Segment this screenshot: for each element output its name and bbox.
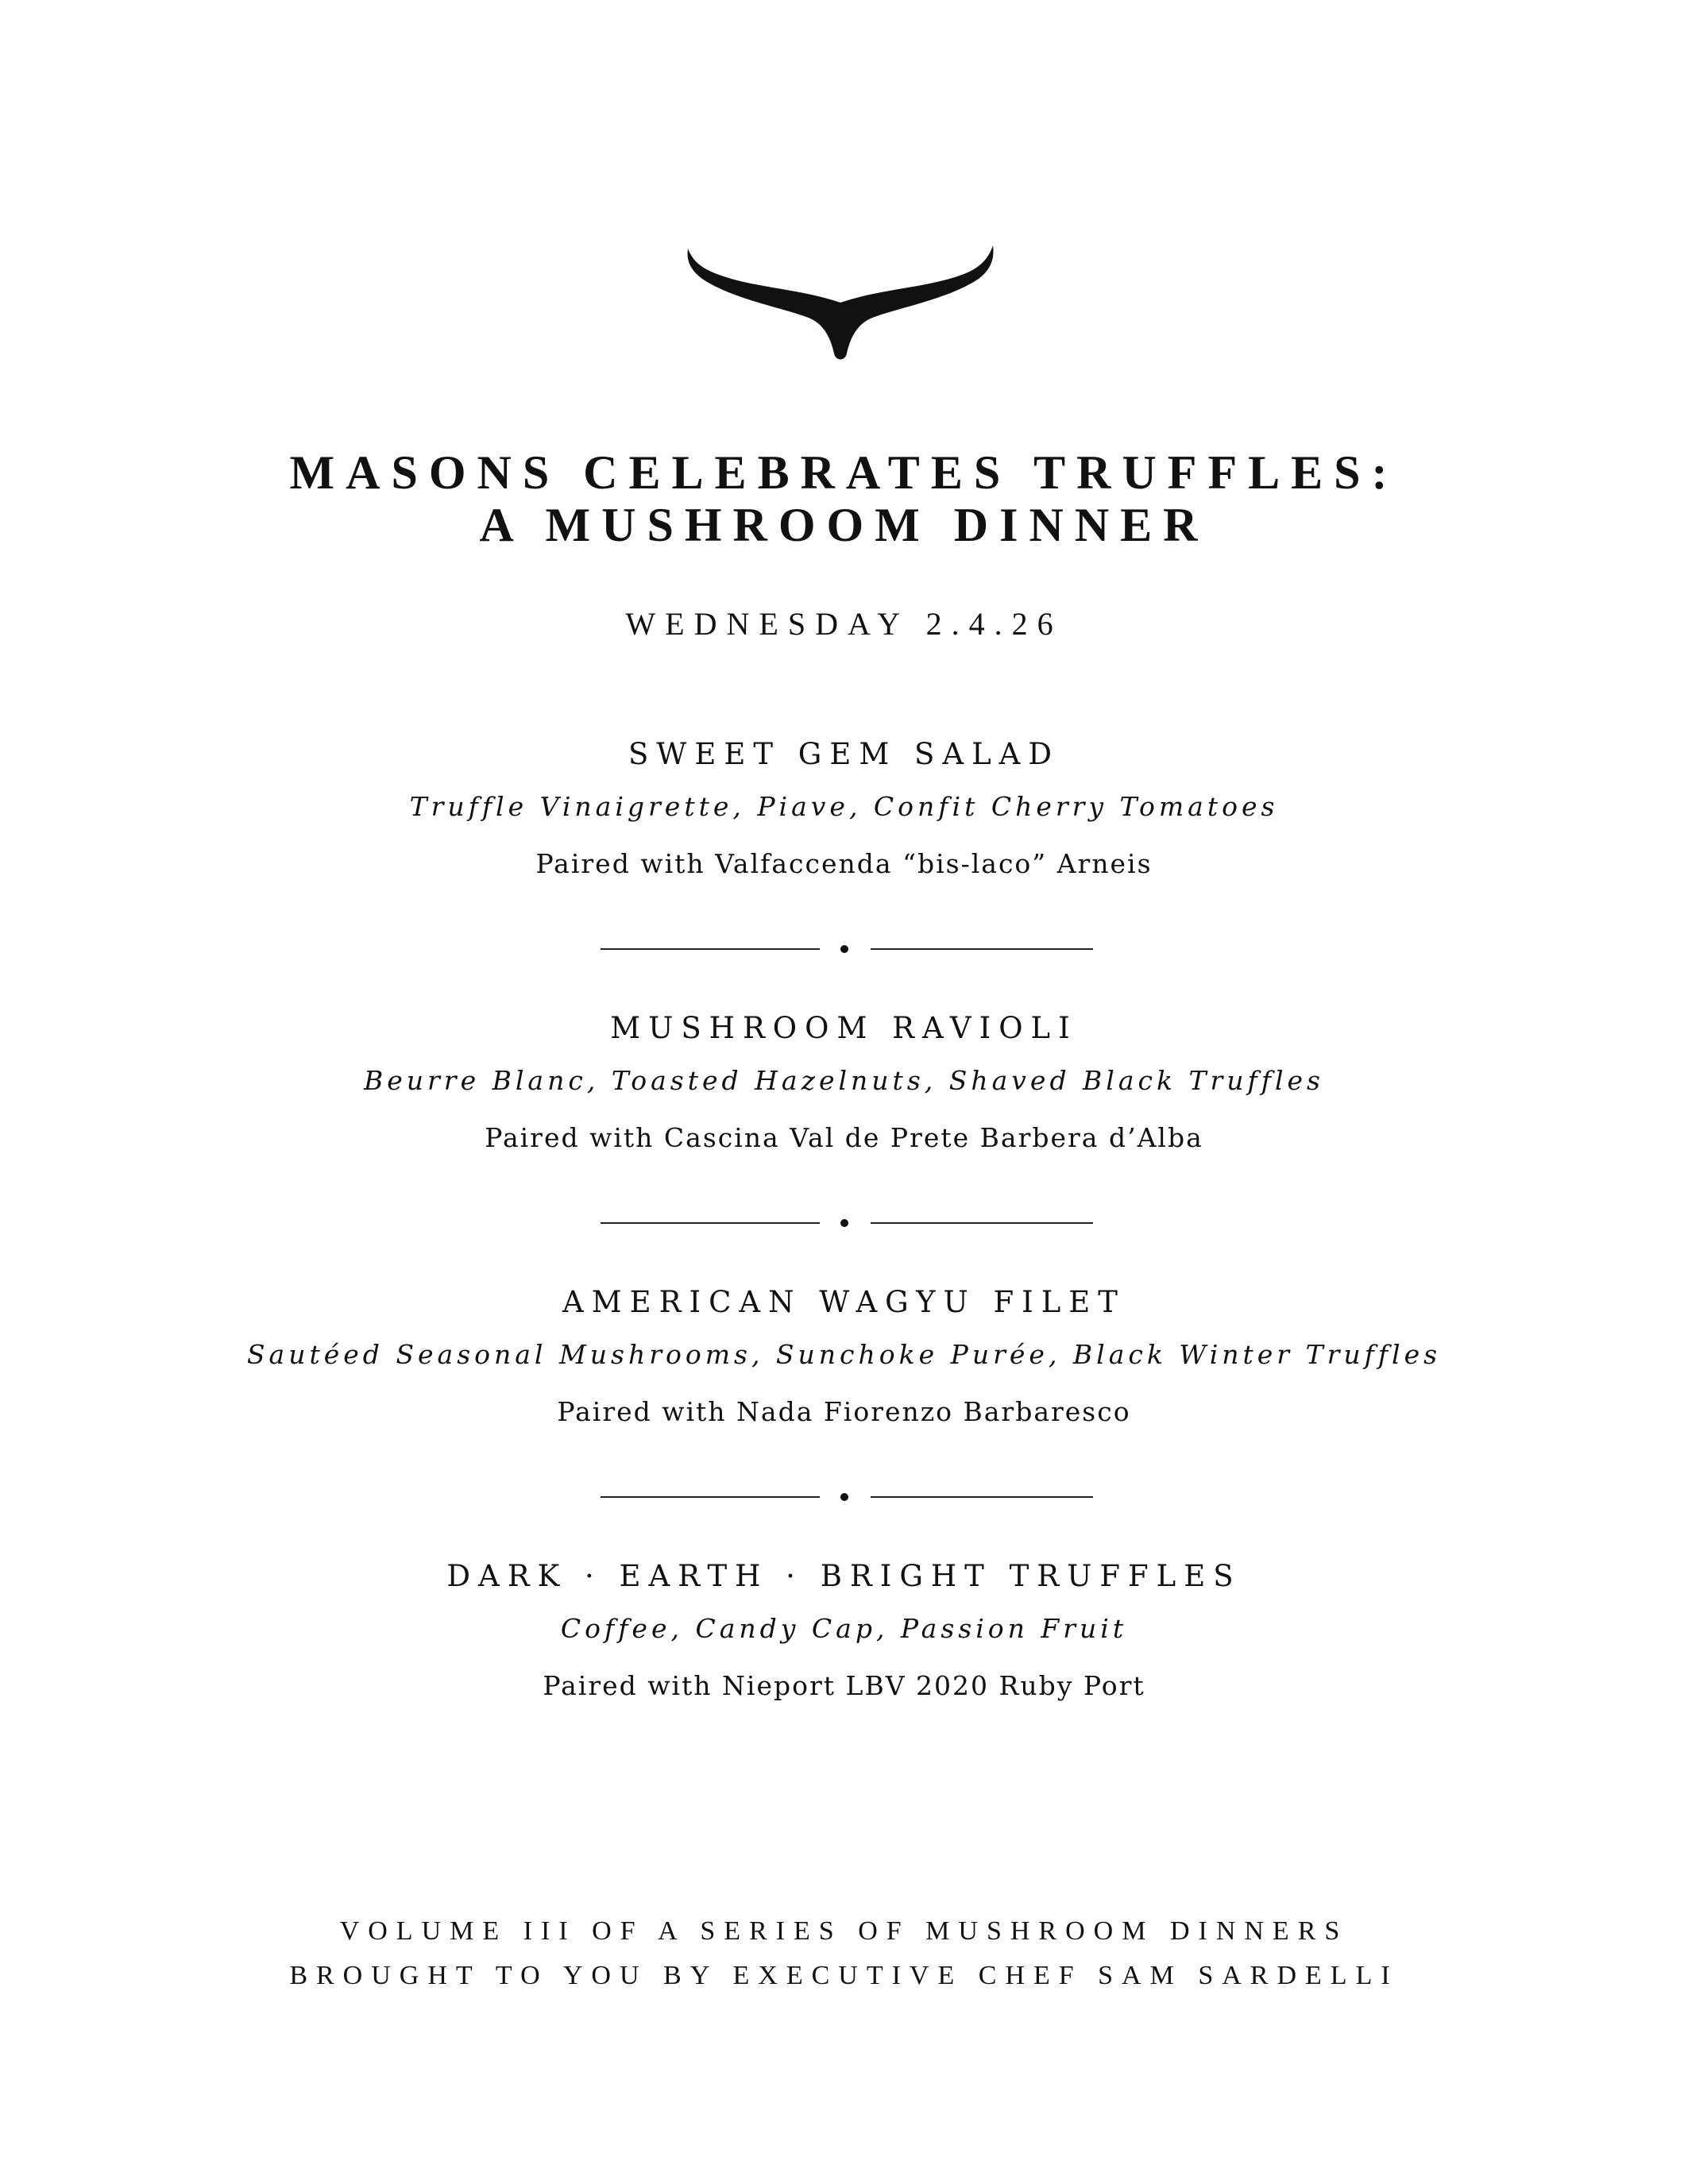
course-pairing: Paired with Nada Fiorenzo Barbaresco xyxy=(557,1396,1131,1427)
course-name: AMERICAN WAGYU FILET xyxy=(562,1285,1126,1319)
bull-horns-icon xyxy=(685,242,996,363)
event-date: WEDNESDAY 2.4.26 xyxy=(625,606,1063,642)
divider-line xyxy=(871,1496,1093,1498)
divider-line xyxy=(601,1222,820,1224)
page-title-line-1: MASONS CELEBRATES TRUFFLES: xyxy=(289,446,1399,499)
course-divider xyxy=(601,1491,1093,1503)
course-pairing: Paired with Valfaccenda “bis-laco” Arneis xyxy=(535,848,1153,879)
course-name: SWEET GEM SALAD xyxy=(628,737,1060,771)
divider-dot xyxy=(840,1219,848,1227)
course-3 xyxy=(0,1284,1688,1430)
course-pairing: Paired with Cascina Val de Prete Barbera d’Alba xyxy=(485,1122,1203,1153)
divider-line xyxy=(871,1222,1093,1224)
divider-line xyxy=(601,1496,820,1498)
footer-line-2: BROUGHT TO YOU BY EXECUTIVE CHEF SAM SARDELLI xyxy=(289,1961,1399,1990)
course-2 xyxy=(0,1010,1688,1156)
course-divider xyxy=(601,1217,1093,1229)
page-title-line-2: A MUSHROOM DINNER xyxy=(479,499,1209,551)
course-name: DARK · EARTH · BRIGHT TRUFFLES xyxy=(446,1559,1242,1593)
course-description: Coffee, Candy Cap, Passion Fruit xyxy=(560,1613,1128,1644)
divider-line xyxy=(601,948,820,950)
course-description: Truffle Vinaigrette, Piave, Confit Cherry Tomatoes xyxy=(409,791,1279,822)
divider-dot xyxy=(840,945,848,953)
divider-dot xyxy=(840,1493,848,1501)
course-name: MUSHROOM RAVIOLI xyxy=(610,1011,1078,1045)
course-divider xyxy=(601,943,1093,955)
divider-line xyxy=(871,948,1093,950)
course-1 xyxy=(0,736,1688,882)
course-description: Beurre Blanc, Toasted Hazelnuts, Shaved Black Truffles xyxy=(364,1065,1324,1096)
course-4 xyxy=(0,1558,1688,1704)
course-pairing: Paired with Nieport LBV 2020 Ruby Port xyxy=(543,1670,1145,1701)
footer-line-1: VOLUME III OF A SERIES OF MUSHROOM DINNERS xyxy=(339,1916,1349,1946)
course-description: Sautéed Seasonal Mushrooms, Sunchoke Purée, Black Winter Truffles xyxy=(246,1339,1442,1370)
